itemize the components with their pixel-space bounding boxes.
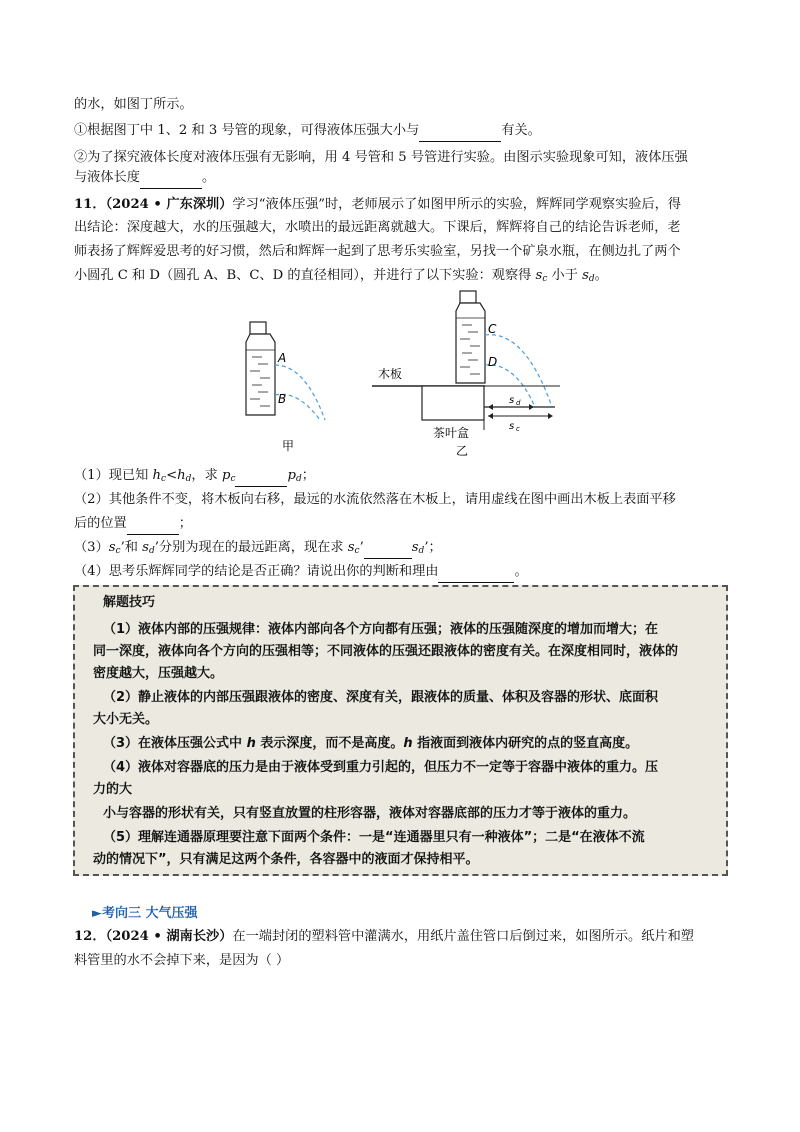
bottle-yi [456,291,485,383]
text-line: ②为了探究液体长度对液体压强有无影响，用 4 号管和 5 号管进行实验。由图示实验现象可知，液体压强 [74,150,688,165]
tip-line: （2）静止液体的内部压强跟液体的密度、深度有关，跟液体的质量、体积及容器的形状、底面积 [103,690,659,705]
answer-blank[interactable] [127,514,179,535]
label-sc-sub: c [516,425,520,433]
experiment-figure [0,285,800,465]
caption-yi: 乙 [456,444,469,458]
subquestion-4: （4）思考乐辉辉同学的结论是否正确？请说出你的判断和理由 。 [74,562,528,583]
question-number: 12．（2024 • 湖南长沙） [74,929,233,944]
text-line: ①根据图丁中 1、2 和 3 号管的现象，可得液体压强大小与 有关。 [74,121,541,142]
text-line: 与液体长度 。 [74,168,215,189]
label-b: B [278,392,287,406]
text-line: 师表扬了辉辉爱思考的好习惯，然后和辉辉一起到了思考乐实验室，另找一个矿泉水瓶，在侧边扎了两个 [74,244,681,259]
caption-jia: 甲 [282,439,295,453]
tip-line: （1）液体内部的压强规律：液体内部向各个方向都有压强；液体的压强随深度的增加而增大；在 [103,622,659,637]
subquestion-3: $(3)s_c$’和 $s_d$’分别为现在的最远距离，现在求 $s_c$’ $s_d$’； [74,538,442,561]
tip-line: （4）液体对容器底的压力是由于液体受到重力引起的，但压力不一定等于容器中液体的重力。压 [103,760,659,775]
section-heading: ►考向三 大气压强 [92,906,198,921]
tips-box [73,585,728,876]
text-line: 出结论：深度越大，水的压强越大，水喷出的最远距离就越大。下课后，辉辉将自己的结论告诉老师，老 [74,220,681,235]
bottle-jia [246,322,275,415]
tip-line: （3）在液体压强公式中 h 表示深度，而不是高度。h 指液面到液体内研究的点的竖直高度。 [103,736,639,751]
question-number: 11．（2024 • 广东深圳） [74,197,233,212]
tip-line: 同一深度，液体向各个方向的压强相等；不同液体的压强还跟液体的密度有关。在深度相同时，液体的 [93,644,679,659]
tip-line: 力的大 [93,782,133,797]
answer-blank[interactable] [235,466,287,487]
question-12-line: 12．（2024 • 湖南长沙）在一端封闭的塑料管中灌满水，用纸片盖住管口后倒过来，如图所示。纸片和塑 [74,929,694,944]
tips-title: 解题技巧 [103,595,156,610]
answer-blank[interactable] [364,538,412,559]
tip-line: 密度越大，压强越大。 [93,666,224,681]
text-line: 的水，如图丁所示。 [74,97,193,112]
tea-box [422,386,484,420]
tip-line: （5）理解连通器原理要注意下面两个条件：一是“连通器里只有一种液体”；二是“在液体不流 [103,830,645,845]
label-c: C [488,322,497,336]
tip-line: 小与容器的形状有关，只有竖直放置的柱形容器，液体对容器底部的压力才等于液体的重力。 [103,806,637,821]
text-line: 小圆孔 C 和 D（圆孔 A、B、C、D 的直径相同），并进行了以下实验：观察得 $s_c$ 小于 $s_d$。 [74,268,608,284]
tip-line: 动的情况下”，只有满足这两个条件，各容器中的液面才保持相平。 [93,852,479,867]
subquestion-1: （1）现已知 $h_c<h_d$，求 $p_c$ $p_d$； [74,466,315,489]
label-sd: s [509,395,515,406]
answer-blank[interactable] [419,121,501,142]
label-sc: s [509,421,515,432]
label-a: A [278,351,287,365]
answer-blank[interactable] [140,168,202,189]
label-d: D [488,355,498,369]
answer-blank[interactable] [438,562,514,583]
label-sd-sub: d [516,399,521,407]
label-box: 茶叶盒 [433,426,470,440]
water-stream-c [485,335,552,407]
text-line: 料管里的水不会掉下来，是因为（ ） [74,953,290,968]
question-11-line: 11．（2024 • 广东深圳）学习“液体压强”时，老师展示了如图甲所示的实验，辉辉同学观察实验后，得 [74,197,682,212]
text-line: 后的位置 ； [74,514,192,535]
tip-line: 大小无关。 [93,712,159,727]
label-board: 木板 [378,367,403,381]
subquestion-2: （2）其他条件不变，将木板向右移，最远的水流依然落在木板上，请用虚线在图中画出木板上表面平移 [74,492,676,507]
